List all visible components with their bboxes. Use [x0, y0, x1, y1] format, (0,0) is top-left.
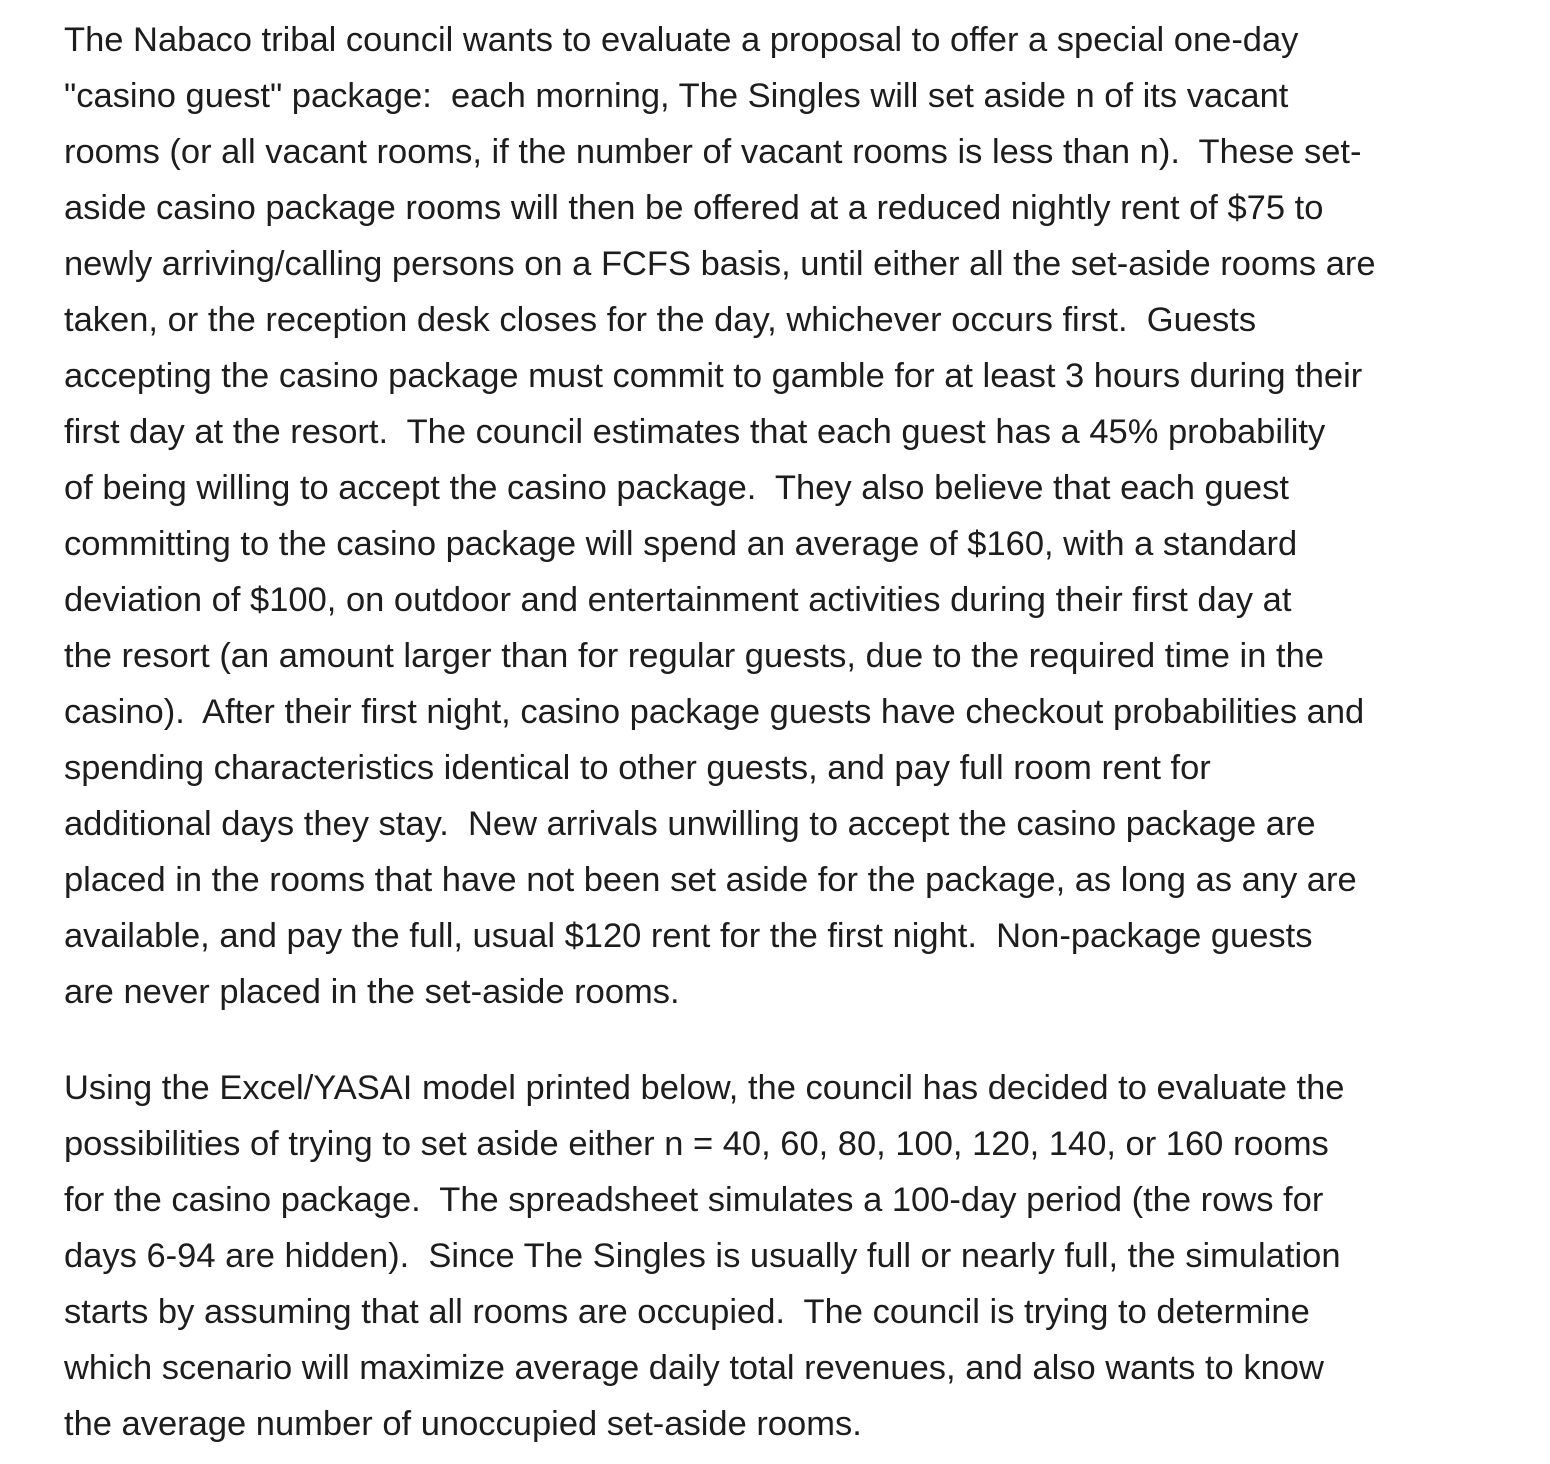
text-line: additional days they stay. New arrivals unwilling to accept the casino package are — [64, 805, 1316, 843]
paragraph-evaluation-plan — [64, 1060, 1514, 1452]
text-line: "casino guest" package: each morning, The Singles will set aside n of its vacant — [64, 77, 1289, 115]
text-line: aside casino package rooms will then be offered at a reduced nightly rent of $75 to — [64, 189, 1324, 227]
text-line: casino). After their first night, casino package guests have checkout probabilities and — [64, 693, 1365, 731]
text-line: available, and pay the full, usual $120 rent for the first night. Non-package guests — [64, 917, 1313, 955]
text-line: possibilities of trying to set aside either n = 40, 60, 80, 100, 120, 140, or 160 rooms — [64, 1125, 1329, 1163]
text-line: committing to the casino package will spend an average of $160, with a standard — [64, 525, 1298, 563]
text-line: days 6-94 are hidden). Since The Singles is usually full or nearly full, the simulation — [64, 1237, 1341, 1275]
text-line: accepting the casino package must commit to gamble for at least 3 hours during their — [64, 357, 1363, 395]
text-line: the resort (an amount larger than for regular guests, due to the required time in the — [64, 637, 1324, 675]
text-line: placed in the rooms that have not been set aside for the package, as long as any are — [64, 861, 1357, 899]
text-line: rooms (or all vacant rooms, if the number of vacant rooms is less than n). These set- — [64, 133, 1362, 171]
text-line: for the casino package. The spreadsheet simulates a 100-day period (the rows for — [64, 1181, 1324, 1219]
text-line: Using the Excel/YASAI model printed below, the council has decided to evaluate the — [64, 1069, 1345, 1107]
text-line: first day at the resort. The council estimates that each guest has a 45% probability — [64, 413, 1326, 451]
text-line: starts by assuming that all rooms are occupied. The council is trying to determine — [64, 1293, 1310, 1331]
text-line: the average number of unoccupied set-aside rooms. — [64, 1405, 862, 1443]
text-line: spending characteristics identical to other guests, and pay full room rent for — [64, 749, 1211, 787]
text-line: are never placed in the set-aside rooms. — [64, 973, 680, 1011]
paragraph-spacer — [64, 1020, 1514, 1060]
text-line: taken, or the reception desk closes for the day, whichever occurs first. Guests — [64, 301, 1257, 339]
text-line: deviation of $100, on outdoor and entertainment activities during their first day at — [64, 581, 1292, 619]
text-line: which scenario will maximize average daily total revenues, and also wants to know — [64, 1349, 1324, 1387]
text-line: The Nabaco tribal council wants to evaluate a proposal to offer a special one-day — [64, 21, 1299, 59]
text-line: of being willing to accept the casino package. They also believe that each guest — [64, 469, 1289, 507]
text-line: newly arriving/calling persons on a FCFS basis, until either all the set-aside rooms are — [64, 245, 1376, 283]
document-page — [64, 12, 1514, 1452]
paragraph-casino-proposal — [64, 12, 1514, 1020]
